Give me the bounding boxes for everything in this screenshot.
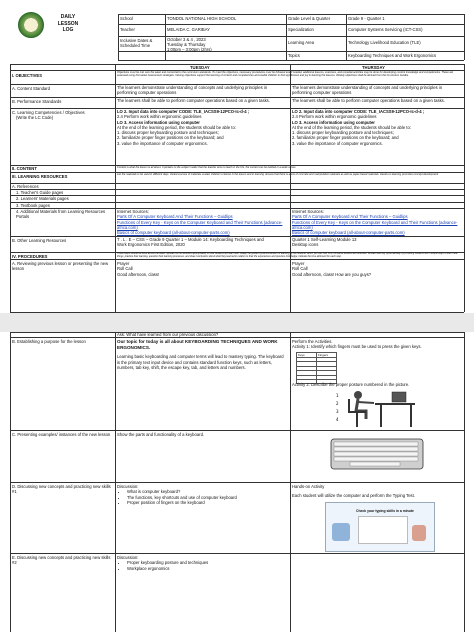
content-desc: Content is what the lesson is all about. It pertains to the subject matter that the teacher aims to teach in the CG, the content can be tackled in a week or two. xyxy=(117,166,297,169)
svg-text:2: 2 xyxy=(336,401,339,406)
review-label: A. Reviewing previous lesson or presenting the new lesson xyxy=(12,261,109,272)
teacher-label: Teacher xyxy=(120,27,135,32)
fingers-header: Fingers xyxy=(317,353,337,358)
resources-label: III. LEARNING RESOURCES xyxy=(12,174,68,179)
additional-materials-label: 4. Additional Materials from Learning Resources Portals xyxy=(16,209,106,220)
new-concepts-2-label: E. Discussing new concepts and practicing new skills #2 xyxy=(12,555,111,566)
deped-seal-logo xyxy=(18,12,44,38)
topic-value: Keyboarding Techniques and Work Ergonomics xyxy=(348,53,437,58)
school-label: School xyxy=(120,16,133,21)
posture-illustration xyxy=(330,389,420,429)
link-all-about-computer-right[interactable]: Basics of computer keyboard (all-about-computer-parts.com) xyxy=(292,230,405,235)
typing-test-screenshot xyxy=(325,502,435,552)
link-all-about-computer-left[interactable]: Basics of computer keyboard (all-about-computer-parts.com) xyxy=(117,230,230,235)
page-1 xyxy=(0,0,474,313)
svg-text:4: 4 xyxy=(336,417,339,422)
internet-sources-right: Internet Sources: Parts Of A Computer Keyboard And Their Functions – Guidlips Functions of Every Key - Keys on the Computer Keyboard and Their Functions (advance-africa.com) Basics of computer keyboard (all-about-computer-parts.com) xyxy=(292,209,464,235)
day-left: TUESDAY xyxy=(190,65,210,70)
teacher-value: MELAIDA C. GARIBAY xyxy=(167,27,210,32)
link-guidlips-left[interactable]: Parts Of A Computer Keyboard And Their Functions – Guidlips xyxy=(117,214,233,220)
internet-sources-left: Internet Sources: Parts Of A Computer Keyboard And Their Functions – Guidlips Functions of Every Key - Keys on the Computer Keyboard and Their Functions (advance-africa.com) Basics of computer keyboard (all-about-computer-parts.com) xyxy=(117,209,289,235)
page-gap xyxy=(0,313,474,332)
school-value: TONDOL NATIONAL HIGH SCHOOL xyxy=(167,16,237,21)
link-advance-africa-left[interactable]: Functions of Every Key - Keys on the Computer Keyboard and Their Functions (advance-africa.com) xyxy=(117,219,283,230)
objectives-label: I. OBJECTIVES xyxy=(12,73,43,78)
dates-value-1: October 3 & 4 , 2023 xyxy=(167,37,206,42)
procedures-label: IV. PROCEDURES xyxy=(12,254,48,259)
examples-label: C. Presenting examples/ instances of the new lesson xyxy=(12,432,111,437)
grade-label: Grade Level & Quarter xyxy=(288,16,331,21)
topic-label: Topics xyxy=(288,53,300,58)
new-concepts-2-left: Discussion: • Proper keyboarding posture and techniques • Workplace ergonomics xyxy=(117,555,287,571)
review-left: Prayer Roll Call Good afternoon, class! xyxy=(117,261,160,277)
other-resources-label: B. Other Learning Resources xyxy=(12,238,67,243)
spec-label: Specialization xyxy=(288,27,314,32)
link-advance-africa-right[interactable]: Functions of Every Key - Keys on the Computer Keyboard and Their Functions (advance-africa.com) xyxy=(292,219,458,230)
purpose-right: Perform the Activities. Activity 1: Identify which fingers must be used to press the given keys. xyxy=(292,339,422,350)
link-guidlips-right[interactable]: Parts Of A Computer Keyboard And Their Functions – Guidlips xyxy=(292,214,408,220)
content-label: II. CONTENT xyxy=(12,166,37,171)
objectives-desc: Objectives must be met over the week and connected to the curriculum standards. To meet the objectives, necessary procedures must be followed and if needed, additional lessons, exercises, and remedial activities may be done for developing content knowledge and competencies. These are assessed using Formative Assessment strategies. Valuing objectives support the learning of content and competencies and enable children to find significance and joy in learning the lessons. Weekly objectives shall be derived from the Curriculum Guides. xyxy=(117,71,454,78)
competencies-left: LO 2. Input data into computer CODE: TLE_IACSS9-12PCO-Ic-d-4 ; 2.4 Perform work within ergonomic guidelines LO 3. Access information using computer At the end of the learning period, the students should be able to: 1. discuss proper keyboarding posture and techniques; 2. familiarize proper finger positions on the keyboard; and 3. value the importance of computer ergonomics. xyxy=(117,109,250,146)
dates-value-2: Tuesday & Thursday xyxy=(167,42,206,47)
perf-std-left: The learners shall be able to perform computer operations based on a given tasks. xyxy=(117,98,270,103)
review-right: Prayer Roll Call Good afternoon, class! How are you guys? xyxy=(292,261,372,277)
perf-std-right: The learners shall be able to perform computer operations based on a given tasks. xyxy=(292,98,445,103)
typing-test-box xyxy=(358,516,408,544)
page-2 xyxy=(0,332,474,632)
textbook-label: 3. Textbook pages xyxy=(16,203,50,208)
examples-text: Show the parts and functionality of a keyboard. xyxy=(117,432,205,437)
perf-std-label: B. Performance Standards xyxy=(12,99,62,104)
activity1-table xyxy=(296,352,337,384)
svg-text:1: 1 xyxy=(336,393,339,398)
teachers-guide-label: 1. Teacher's Guide pages xyxy=(16,190,64,195)
resources-desc: List the materials to be used in different days. Varied sources of materials sustain children's interest in the lesson and in learning. Ensure that there is a mix of concrete and manipulative materials as well as paper-based materials. Hands-on learning promotes concept development. xyxy=(117,173,439,176)
typing-test-title: Check your typing skills in a minute xyxy=(356,509,414,513)
competencies-label: C. Learning Competencies / Objectives (Write the LC Code) xyxy=(12,110,85,121)
other-resources-right: Quarter 1 Self-Learning Module 13 Desktop icons xyxy=(292,237,357,248)
keyboard-illustration xyxy=(330,435,425,473)
purpose-left: Our topic for today is all about KEYBOARDING TECHNIQUES AND WORK ERGONOMICS. Learning basic keyboarding and computer terms will lead to mastery typing. The keyboard is the primary text input device and contains standard function keys, such as letters, numbers, tab key, shift, the escape key, tab, and letters and numbers. xyxy=(117,339,284,370)
new-concepts-1-right: Hands-on Activity Each student will utilize the computer and perform the Typing Test. xyxy=(292,484,415,499)
competencies-right: LO 2. Input data into computer CODE: TLE_IACSS9-12PCO-Ic-d-4 ; 2.4 Perform work within ergonomic guidelines LO 3. Access information using computer At the end of the learning period, the students should be able to: 1. discuss proper keyboarding posture and techniques; 2. familiarize proper finger positions on the keyboard; and 3. value the importance of computer ergonomics. xyxy=(292,109,425,146)
new-concepts-1-label: D. Discussing new concepts and practicing new skills #1 xyxy=(12,484,111,495)
references-label: A. References xyxy=(12,184,39,189)
day-right: THURSDAY xyxy=(362,65,385,70)
learners-materials-label: 2. Learners' Materials pages xyxy=(16,196,69,201)
area-value: Technology Livelihood Education (TLE) xyxy=(348,40,421,45)
procedures-desc: These steps should be done across the week. Spread out the activities appropriately so that students will learn well. Always be guided by demonstration of learning by the students which you can infer from formative assessment activities. Sustain learning systematically by providing students with multiple ways to learn new things, practice their learning, question their learning processes, and draw conclusions about what they learned in relation to their life experiences and previous knowledge. Indicate the time allotment for each step. xyxy=(117,252,458,258)
keys-header: Keys xyxy=(297,353,317,358)
grade-value: Grade 9 - Quarter 1 xyxy=(348,16,385,21)
svg-text:3: 3 xyxy=(336,409,339,414)
spec-value: Computer Systems Servicing (ICT-CSS) xyxy=(348,27,423,32)
area-label: Learning Area xyxy=(288,40,315,45)
new-concepts-1-left: Discussion: • What is computer keyboard? • The functions, key shortcuts and use of computer keyboard • Proper position of fingers on the keyboard xyxy=(117,484,287,505)
ask-text: Ask: What have learned from our previous discussion? xyxy=(117,332,219,337)
content-std-label: A. Content Standard xyxy=(12,86,50,91)
content-std-left: The learners demonstrate understanding of concepts and underlying principles in performing computer operations xyxy=(117,85,268,96)
dll-title: DAILY LESSON LOG xyxy=(57,14,79,33)
activity2-text: Activity 2: Describe the proper posture numbered in the picture. xyxy=(292,382,410,387)
content-std-right: The learners demonstrate understanding of concepts and underlying principles in performing computer operations xyxy=(292,85,443,96)
dates-label: Inclusive Dates & Scheduled Time xyxy=(120,38,153,49)
dates-value-3: 1:00pm – 3:00pm (2hrs) xyxy=(167,47,212,52)
purpose-label: B. Establishing a purpose for the lesson xyxy=(12,339,86,344)
other-resources-left: T . L . E – CSS – Grade 9 Quarter 1 – Module 14: Keyboarding Techniques and Work Ergonomics First Edition, 2020 xyxy=(117,237,264,248)
